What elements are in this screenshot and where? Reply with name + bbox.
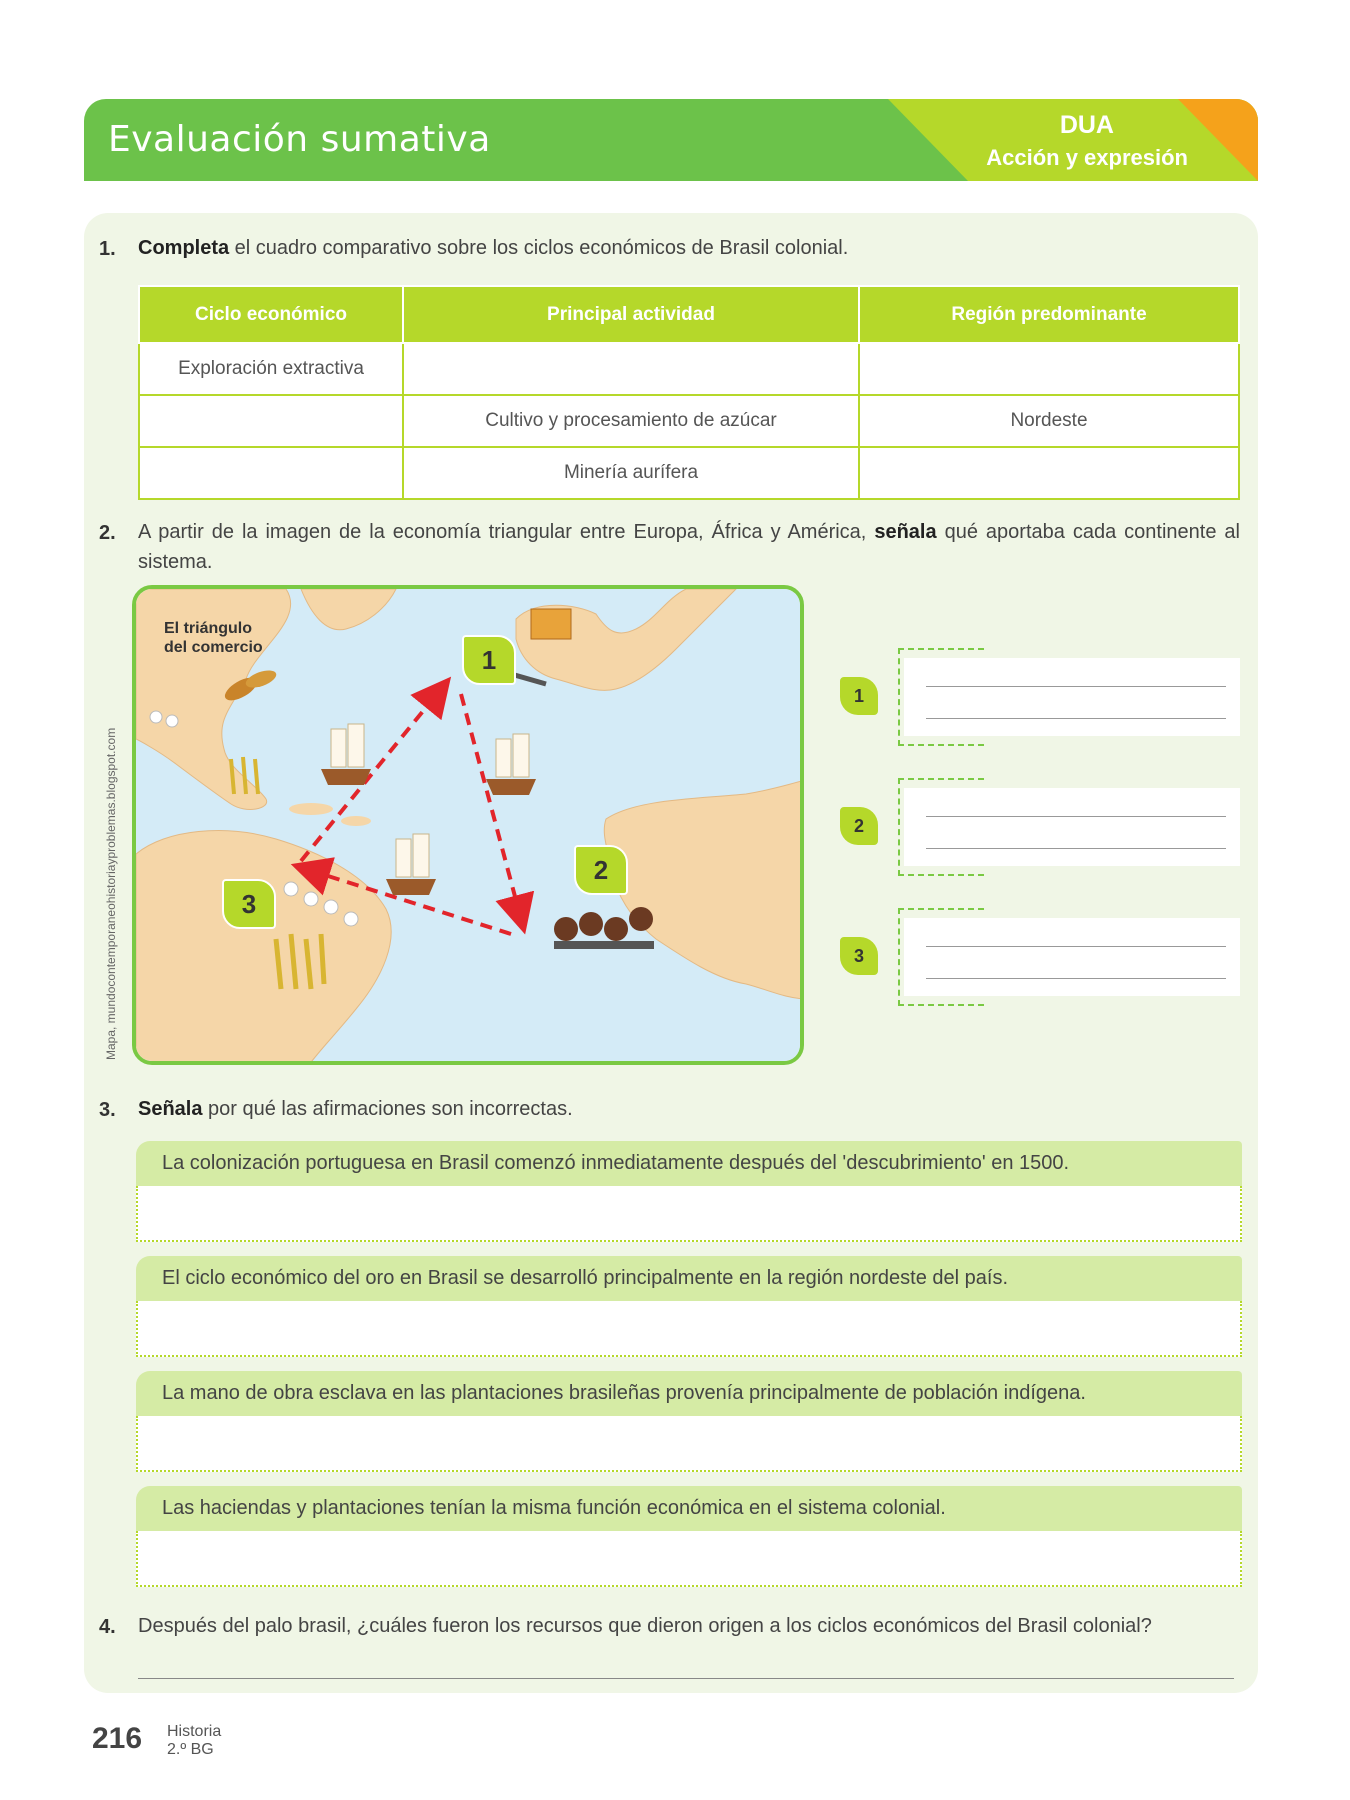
question-2-prompt-start: A partir de la imagen de la economía triangular entre Europa, África y América, — [138, 521, 875, 543]
statement-text: El ciclo económico del oro en Brasil se desarrolló principalmente en la región nordeste del país. — [136, 1256, 1242, 1301]
question-4-number: 4. — [99, 1616, 116, 1638]
answer-label-1: 1 — [840, 677, 878, 715]
statement-3 — [136, 1371, 1242, 1472]
table-row — [139, 343, 1239, 395]
table-cell-answer[interactable] — [859, 447, 1239, 499]
question-1-number: 1. — [99, 238, 116, 260]
answer-line — [926, 848, 1226, 849]
answer-label-2: 2 — [840, 807, 878, 845]
dua-subtitle: Acción y expresión — [986, 145, 1188, 170]
subject-label — [167, 1723, 221, 1759]
map-credit: Mapa, mundocontemporaneohistoriayproblemas.blogspot.com — [104, 727, 118, 1060]
table-row — [139, 447, 1239, 499]
answer-field[interactable] — [904, 918, 1240, 996]
comparison-table — [138, 285, 1240, 500]
statement-answer-field[interactable] — [136, 1416, 1242, 1472]
table-cell: Exploración extractiva — [139, 343, 403, 395]
caribbean-island — [289, 803, 333, 815]
goods-crate-icon — [531, 609, 571, 639]
answer-line — [926, 946, 1226, 947]
question-3-text — [138, 1094, 573, 1124]
map-title-line-1: El triángulo — [164, 620, 252, 637]
table-cell: Minería aurífera — [403, 447, 859, 499]
table-cell-answer[interactable] — [139, 395, 403, 447]
map-badge-america: 3 — [222, 879, 276, 929]
statement-2 — [136, 1256, 1242, 1357]
table-header: Principal actividad — [403, 286, 859, 343]
answer-line — [926, 686, 1226, 687]
statement-answer-field[interactable] — [136, 1301, 1242, 1357]
question-1-prompt: el cuadro comparativo sobre los ciclos económicos de Brasil colonial. — [229, 237, 849, 259]
statement-answer-field[interactable] — [136, 1186, 1242, 1242]
triangle-trade-map — [132, 585, 804, 1065]
answer-field[interactable] — [904, 658, 1240, 736]
table-cell-answer[interactable] — [403, 343, 859, 395]
table-cell: Nordeste — [859, 395, 1239, 447]
question-1-text — [138, 233, 848, 263]
question-3-verb: Señala — [138, 1098, 203, 1120]
map-badge-africa: 2 — [574, 845, 628, 895]
table-header-row — [139, 286, 1239, 343]
statement-text: Las haciendas y plantaciones tenían la misma función económica en el sistema colonial. — [136, 1486, 1242, 1531]
statement-answer-field[interactable] — [136, 1531, 1242, 1587]
question-4-text: Después del palo brasil, ¿cuáles fueron los recursos que dieron origen a los ciclos económicos del Brasil colonial? — [138, 1615, 1152, 1637]
dua-label: DUA — [1059, 111, 1114, 139]
statement-4 — [136, 1486, 1242, 1587]
question-4-answer-line[interactable] — [138, 1678, 1234, 1679]
statement-text: La colonización portuguesa en Brasil comenzó inmediatamente después del 'descubrimiento' en 1500. — [136, 1141, 1242, 1186]
table-header: Región predominante — [859, 286, 1239, 343]
table-row — [139, 395, 1239, 447]
question-3-prompt: por qué las afirmaciones son incorrectas. — [202, 1098, 573, 1120]
grade-level: 2.º BG — [167, 1741, 214, 1758]
section-header — [84, 99, 1258, 181]
question-2-text — [138, 517, 1240, 577]
page-title: Evaluación sumativa — [108, 119, 491, 160]
answer-field[interactable] — [904, 788, 1240, 866]
answer-label-3: 3 — [840, 937, 878, 975]
table-header: Ciclo económico — [139, 286, 403, 343]
map-badge-europe: 1 — [462, 635, 516, 685]
statement-text: La mano de obra esclava en las plantaciones brasileñas provenía principalmente de población indígena. — [136, 1371, 1242, 1416]
question-3-number: 3. — [99, 1099, 116, 1121]
answer-box-africa — [898, 778, 1240, 876]
map-title-line-2: del comercio — [164, 639, 263, 656]
statement-1 — [136, 1141, 1242, 1242]
caribbean-island — [341, 816, 371, 826]
question-2-verb: señala — [874, 521, 937, 543]
subject-name: Historia — [167, 1723, 222, 1740]
table-cell-answer[interactable] — [859, 343, 1239, 395]
page-number: 216 — [92, 1722, 143, 1755]
answer-line — [926, 816, 1226, 817]
question-1-verb: Completa — [138, 237, 230, 259]
table-cell-answer[interactable] — [139, 447, 403, 499]
answer-box-europe — [898, 648, 1240, 746]
answer-line — [926, 978, 1226, 979]
answer-box-america — [898, 908, 1240, 1006]
table-cell: Cultivo y procesamiento de azúcar — [403, 395, 859, 447]
question-2-number: 2. — [99, 522, 116, 544]
map-title — [164, 619, 263, 657]
question-2-prompt-end: qué aportaba cada continente al sistema. — [138, 521, 1240, 573]
answer-line — [926, 718, 1226, 719]
